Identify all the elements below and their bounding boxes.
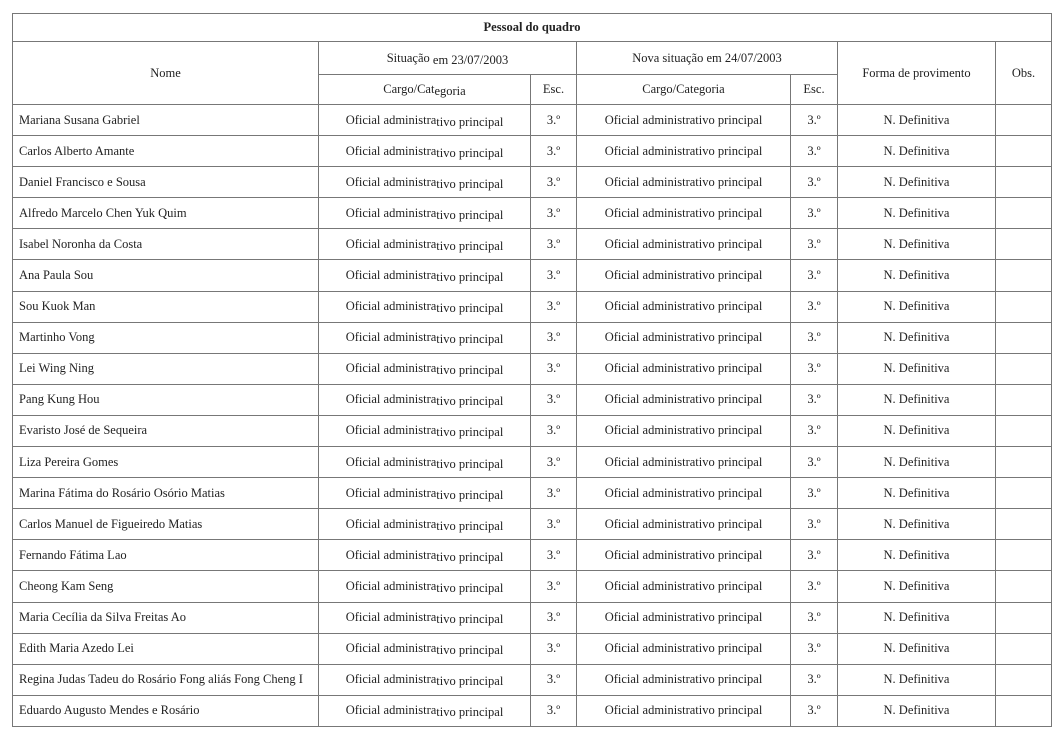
cargo-part-b: tivo principal (436, 363, 504, 378)
cell-obs (996, 540, 1052, 571)
cargo-part-b: tivo principal (436, 270, 504, 285)
cell-nome: Eduardo Augusto Mendes e Rosário (13, 695, 319, 726)
table-title: Pessoal do quadro (13, 14, 1052, 42)
cell-nome: Martinho Vong (13, 322, 319, 353)
cell-cargo-nova: Oficial administrativo principal (577, 415, 791, 446)
cargo-part-a: Oficial administra (345, 672, 437, 687)
cell-esc: 3.º (531, 415, 577, 446)
cell-nome: Pang Kung Hou (13, 384, 319, 415)
cargo-part-b: tivo principal (436, 332, 504, 347)
cell-nome: Ana Paula Sou (13, 260, 319, 291)
cell-cargo (319, 695, 531, 726)
cargo-part-a: Oficial administra (345, 578, 437, 593)
cell-cargo (319, 105, 531, 136)
table-row (13, 291, 1052, 322)
cell-esc-nova: 3.º (791, 478, 838, 509)
cell-esc-nova: 3.º (791, 291, 838, 322)
cell-esc: 3.º (531, 695, 577, 726)
cell-cargo (319, 509, 531, 540)
cell-cargo (319, 447, 531, 478)
table-row (13, 415, 1052, 446)
cell-esc-nova: 3.º (791, 695, 838, 726)
cell-esc: 3.º (531, 509, 577, 540)
cell-forma: N. Definitiva (838, 447, 996, 478)
cell-obs (996, 664, 1052, 695)
cell-obs (996, 260, 1052, 291)
cell-forma: N. Definitiva (838, 509, 996, 540)
cargo-part-a: Oficial administra (345, 485, 437, 500)
cell-cargo-nova: Oficial administrativo principal (577, 167, 791, 198)
cargo-part-a: Oficial administra (345, 236, 437, 251)
cell-esc-nova: 3.º (791, 136, 838, 167)
cell-cargo-nova: Oficial administrativo principal (577, 540, 791, 571)
cell-cargo (319, 664, 531, 695)
cargo-part-a: Oficial administra (345, 143, 437, 158)
cell-nome: Isabel Noronha da Costa (13, 229, 319, 260)
cell-cargo (319, 167, 531, 198)
cell-esc: 3.º (531, 602, 577, 633)
header-forma: Forma de provimento (838, 42, 996, 105)
header-obs: Obs. (996, 42, 1052, 105)
cell-cargo-nova: Oficial administrativo principal (577, 105, 791, 136)
cargo-part-b: tivo principal (436, 207, 504, 222)
header-esc-nova: Esc. (791, 75, 838, 105)
cell-cargo-nova: Oficial administrativo principal (577, 695, 791, 726)
cell-cargo (319, 571, 531, 602)
cargo-part-b: tivo principal (436, 425, 504, 440)
cell-forma: N. Definitiva (838, 633, 996, 664)
cell-nome: Regina Judas Tadeu do Rosário Fong aliás Fong Cheng I (13, 664, 319, 695)
cell-obs (996, 229, 1052, 260)
staff-table (12, 13, 1052, 727)
cell-obs (996, 415, 1052, 446)
cell-cargo-nova: Oficial administrativo principal (577, 633, 791, 664)
cell-obs (996, 571, 1052, 602)
cell-esc-nova: 3.º (791, 415, 838, 446)
cargo-part-b: tivo principal (436, 518, 504, 533)
table-row (13, 447, 1052, 478)
cell-obs (996, 447, 1052, 478)
cargo-part-a: Oficial administra (345, 641, 437, 656)
cell-obs (996, 633, 1052, 664)
cargo-part-a: Oficial administra (345, 454, 437, 469)
cell-forma: N. Definitiva (838, 167, 996, 198)
cell-esc: 3.º (531, 447, 577, 478)
cell-esc: 3.º (531, 571, 577, 602)
cell-esc-nova: 3.º (791, 322, 838, 353)
cell-cargo-nova: Oficial administrativo principal (577, 509, 791, 540)
cargo-part-a: Oficial administra (345, 174, 437, 189)
cargo-part-a: Oficial administra (345, 205, 437, 220)
cell-esc-nova: 3.º (791, 384, 838, 415)
cell-esc-nova: 3.º (791, 571, 838, 602)
cell-esc-nova: 3.º (791, 198, 838, 229)
cell-cargo (319, 136, 531, 167)
cell-nome: Fernando Fátima Lao (13, 540, 319, 571)
cell-forma: N. Definitiva (838, 260, 996, 291)
cell-cargo-nova: Oficial administrativo principal (577, 136, 791, 167)
cell-forma: N. Definitiva (838, 540, 996, 571)
cell-esc: 3.º (531, 291, 577, 322)
cell-esc: 3.º (531, 229, 577, 260)
cell-forma: N. Definitiva (838, 198, 996, 229)
cell-forma: N. Definitiva (838, 478, 996, 509)
table-row (13, 105, 1052, 136)
header-nome: Nome (13, 42, 319, 105)
cell-cargo-nova: Oficial administrativo principal (577, 291, 791, 322)
cell-nome: Carlos Alberto Amante (13, 136, 319, 167)
cargo-part-a: Oficial administra (345, 299, 437, 314)
table-row (13, 478, 1052, 509)
cargo-part-b: tivo principal (436, 176, 504, 191)
cargo-part-a: Oficial administra (345, 610, 437, 625)
cell-nome: Lei Wing Ning (13, 353, 319, 384)
cell-cargo (319, 229, 531, 260)
cell-forma: N. Definitiva (838, 415, 996, 446)
cell-esc-nova: 3.º (791, 105, 838, 136)
cell-cargo (319, 540, 531, 571)
cell-esc-nova: 3.º (791, 664, 838, 695)
cargo-part-b: tivo principal (436, 456, 504, 471)
cell-obs (996, 695, 1052, 726)
cell-cargo-nova: Oficial administrativo principal (577, 322, 791, 353)
cell-obs (996, 478, 1052, 509)
table-row (13, 167, 1052, 198)
cell-cargo (319, 602, 531, 633)
cargo-part-b: tivo principal (436, 580, 504, 595)
cell-obs (996, 291, 1052, 322)
cell-nome: Evaristo José de Sequeira (13, 415, 319, 446)
table-row (13, 695, 1052, 726)
cell-esc-nova: 3.º (791, 353, 838, 384)
cell-nome: Carlos Manuel de Figueiredo Matias (13, 509, 319, 540)
cargo-part-b: tivo principal (436, 487, 504, 502)
header-situacao (319, 42, 577, 75)
cell-cargo-nova: Oficial administrativo principal (577, 229, 791, 260)
table-row (13, 633, 1052, 664)
cargo-part-a: Oficial administra (345, 268, 437, 283)
cell-esc: 3.º (531, 540, 577, 571)
cell-nome: Liza Pereira Gomes (13, 447, 319, 478)
table-row (13, 353, 1052, 384)
cell-forma: N. Definitiva (838, 384, 996, 415)
cell-cargo (319, 478, 531, 509)
cargo-part-b: tivo principal (436, 238, 504, 253)
table-row (13, 136, 1052, 167)
cell-nome: Maria Cecília da Silva Freitas Ao (13, 602, 319, 633)
cargo-part-b: tivo principal (436, 145, 504, 160)
table-row (13, 664, 1052, 695)
cargo-part-a: Oficial administra (345, 361, 437, 376)
cell-nome: Daniel Francisco e Sousa (13, 167, 319, 198)
cell-obs (996, 136, 1052, 167)
cell-forma: N. Definitiva (838, 291, 996, 322)
table-row (13, 571, 1052, 602)
cell-forma: N. Definitiva (838, 602, 996, 633)
cell-cargo-nova: Oficial administrativo principal (577, 447, 791, 478)
cell-esc: 3.º (531, 167, 577, 198)
cell-esc-nova: 3.º (791, 602, 838, 633)
cell-esc-nova: 3.º (791, 509, 838, 540)
situacao-label: Situação (386, 50, 430, 65)
cell-cargo (319, 260, 531, 291)
cargo-part-b: tivo principal (436, 674, 504, 689)
cell-obs (996, 509, 1052, 540)
cell-nome: Edith Maria Azedo Lei (13, 633, 319, 664)
cell-forma: N. Definitiva (838, 105, 996, 136)
cell-esc: 3.º (531, 353, 577, 384)
cell-forma: N. Definitiva (838, 136, 996, 167)
cargo-part-b: tivo principal (436, 643, 504, 658)
cell-forma: N. Definitiva (838, 695, 996, 726)
cargo-part-b: tivo principal (436, 114, 504, 129)
cell-cargo-nova: Oficial administrativo principal (577, 602, 791, 633)
cell-nome: Alfredo Marcelo Chen Yuk Quim (13, 198, 319, 229)
cell-esc: 3.º (531, 478, 577, 509)
cell-cargo-nova: Oficial administrativo principal (577, 664, 791, 695)
cell-forma: N. Definitiva (838, 229, 996, 260)
cargo-part-b: tivo principal (436, 549, 504, 564)
cell-forma: N. Definitiva (838, 664, 996, 695)
cell-esc-nova: 3.º (791, 167, 838, 198)
cargo-part-a: Oficial administra (345, 112, 437, 127)
cell-esc: 3.º (531, 136, 577, 167)
cell-cargo-nova: Oficial administrativo principal (577, 198, 791, 229)
cargo-part-b: tivo principal (436, 612, 504, 627)
cell-cargo (319, 353, 531, 384)
cell-obs (996, 105, 1052, 136)
cell-obs (996, 198, 1052, 229)
cargo-part-a: Oficial administra (345, 330, 437, 345)
table-row (13, 509, 1052, 540)
cargo-part-b: tivo principal (436, 705, 504, 720)
cell-esc: 3.º (531, 664, 577, 695)
table-row (13, 322, 1052, 353)
cell-cargo (319, 198, 531, 229)
cell-esc-nova: 3.º (791, 633, 838, 664)
table-row (13, 260, 1052, 291)
cell-esc-nova: 3.º (791, 447, 838, 478)
header-cargo (319, 75, 531, 105)
cell-esc: 3.º (531, 198, 577, 229)
cell-cargo-nova: Oficial administrativo principal (577, 353, 791, 384)
cell-obs (996, 384, 1052, 415)
cell-cargo (319, 415, 531, 446)
cell-esc-nova: 3.º (791, 229, 838, 260)
cell-nome: Sou Kuok Man (13, 291, 319, 322)
cargo-part-a: Oficial administra (345, 392, 437, 407)
cell-esc-nova: 3.º (791, 540, 838, 571)
cell-obs (996, 322, 1052, 353)
cell-cargo-nova: Oficial administrativo principal (577, 260, 791, 291)
cell-esc: 3.º (531, 260, 577, 291)
cell-nome: Cheong Kam Seng (13, 571, 319, 602)
cell-cargo (319, 384, 531, 415)
cell-esc: 3.º (531, 633, 577, 664)
cell-esc: 3.º (531, 384, 577, 415)
cell-cargo (319, 322, 531, 353)
cell-esc: 3.º (531, 322, 577, 353)
table-row (13, 229, 1052, 260)
cargo-label-b: egoria (434, 84, 466, 98)
cell-obs (996, 602, 1052, 633)
cell-obs (996, 353, 1052, 384)
cell-cargo-nova: Oficial administrativo principal (577, 478, 791, 509)
cell-nome: Marina Fátima do Rosário Osório Matias (13, 478, 319, 509)
header-esc: Esc. (531, 75, 577, 105)
cell-esc-nova: 3.º (791, 260, 838, 291)
cargo-part-a: Oficial administra (345, 516, 437, 531)
cell-cargo-nova: Oficial administrativo principal (577, 384, 791, 415)
cell-esc: 3.º (531, 105, 577, 136)
table-row (13, 540, 1052, 571)
cell-cargo-nova: Oficial administrativo principal (577, 571, 791, 602)
table-row (13, 602, 1052, 633)
table-row (13, 384, 1052, 415)
table-row (13, 198, 1052, 229)
cell-forma: N. Definitiva (838, 322, 996, 353)
header-cargo-nova: Cargo/Categoria (577, 75, 791, 105)
cell-obs (996, 167, 1052, 198)
cargo-part-a: Oficial administra (345, 423, 437, 438)
cell-cargo (319, 633, 531, 664)
cargo-label-a: Cargo/Cat (383, 82, 435, 96)
cargo-part-a: Oficial administra (345, 703, 437, 718)
cell-cargo (319, 291, 531, 322)
situacao-date: em 23/07/2003 (432, 52, 509, 67)
cell-forma: N. Definitiva (838, 353, 996, 384)
cell-nome: Mariana Susana Gabriel (13, 105, 319, 136)
cell-forma: N. Definitiva (838, 571, 996, 602)
header-nova-situacao: Nova situação em 24/07/2003 (577, 42, 838, 75)
cargo-part-b: tivo principal (436, 394, 504, 409)
cargo-part-b: tivo principal (436, 301, 504, 316)
cargo-part-a: Oficial administra (345, 547, 437, 562)
